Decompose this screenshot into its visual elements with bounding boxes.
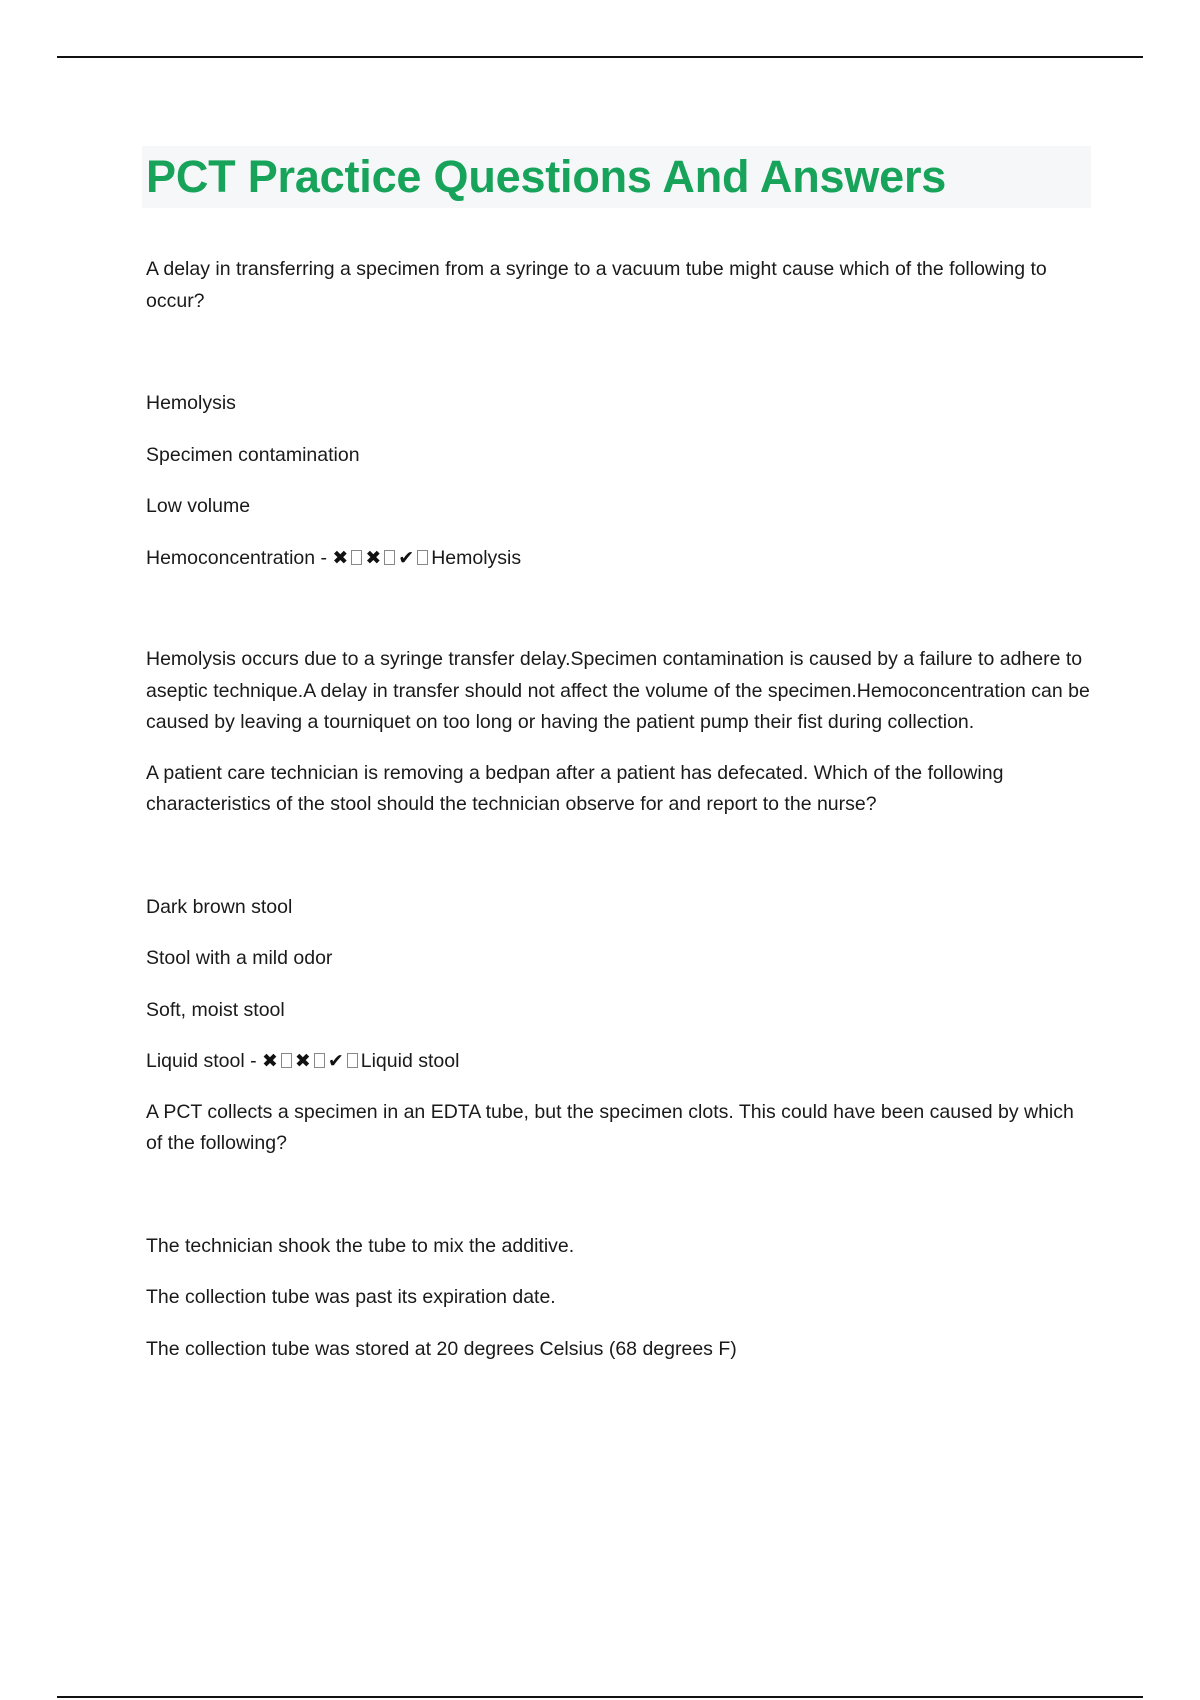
top-rule: [57, 56, 1143, 58]
title-bar: [142, 146, 1091, 208]
correct-answer: Hemolysis: [431, 546, 522, 569]
answer-line: [146, 543, 1091, 575]
question-block-1: [146, 254, 1091, 739]
explanation-text: Hemolysis occurs due to a syringe transfer delay.Specimen contamination is caused by a failure to adhere to aseptic technique.A delay in transfer should not affect the volume of the specimen.Hemoconcentration can be caused by leaving a tourniquet on too long or having the patient pump their fist during collection.: [146, 648, 1090, 733]
check-mark-icon: ✔: [398, 546, 415, 569]
answer-option: Specimen contamination: [146, 443, 360, 466]
answer-option: Hemolysis: [146, 392, 236, 414]
correct-answer: Liquid stool: [360, 1050, 460, 1072]
box-glyph-icon: [314, 1053, 325, 1068]
answer-option: Dark brown stool: [146, 895, 293, 918]
question-text: A PCT collects a specimen in an EDTA tube, but the specimen clots. This could have been caused by which of the following?: [146, 1100, 1074, 1154]
document-title: PCT Practice Questions And Answers: [146, 151, 947, 202]
document-body: [146, 146, 1091, 1385]
box-glyph-icon: [351, 550, 362, 565]
cross-mark-icon: ✖: [294, 1050, 311, 1072]
cross-mark-icon: ✖: [365, 546, 382, 569]
question-block-2: [146, 758, 1091, 1078]
answer-option: Soft, moist stool: [146, 998, 285, 1021]
check-mark-icon: ✔: [327, 1050, 344, 1072]
box-glyph-icon: [347, 1053, 358, 1068]
box-glyph-icon: [281, 1053, 292, 1068]
bottom-rule: [57, 1696, 1143, 1698]
cross-mark-icon: ✖: [332, 546, 349, 569]
answer-option: Low volume: [146, 495, 251, 517]
cross-mark-icon: ✖: [261, 1050, 278, 1072]
answer-option: Stool with a mild odor: [146, 947, 333, 969]
answer-prefix: Liquid stool -: [146, 1050, 262, 1072]
question-block-3: [146, 1097, 1091, 1366]
box-glyph-icon: [417, 550, 428, 565]
question-text: A patient care technician is removing a bedpan after a patient has defecated. Which of the following characteristics of the stool should the technician observe for and report to the nurse?: [146, 761, 1004, 815]
answer-prefix: Hemoconcentration -: [146, 546, 333, 569]
answer-line: [146, 1046, 1091, 1078]
box-glyph-icon: [384, 550, 395, 565]
question-text: A delay in transferring a specimen from a syringe to a vacuum tube might cause which of the following to occur?: [146, 258, 1047, 312]
answer-option: The technician shook the tube to mix the additive.: [146, 1234, 575, 1257]
answer-option: The collection tube was stored at 20 degrees Celsius (68 degrees F): [146, 1337, 737, 1360]
answer-option: The collection tube was past its expiration date.: [146, 1286, 556, 1308]
